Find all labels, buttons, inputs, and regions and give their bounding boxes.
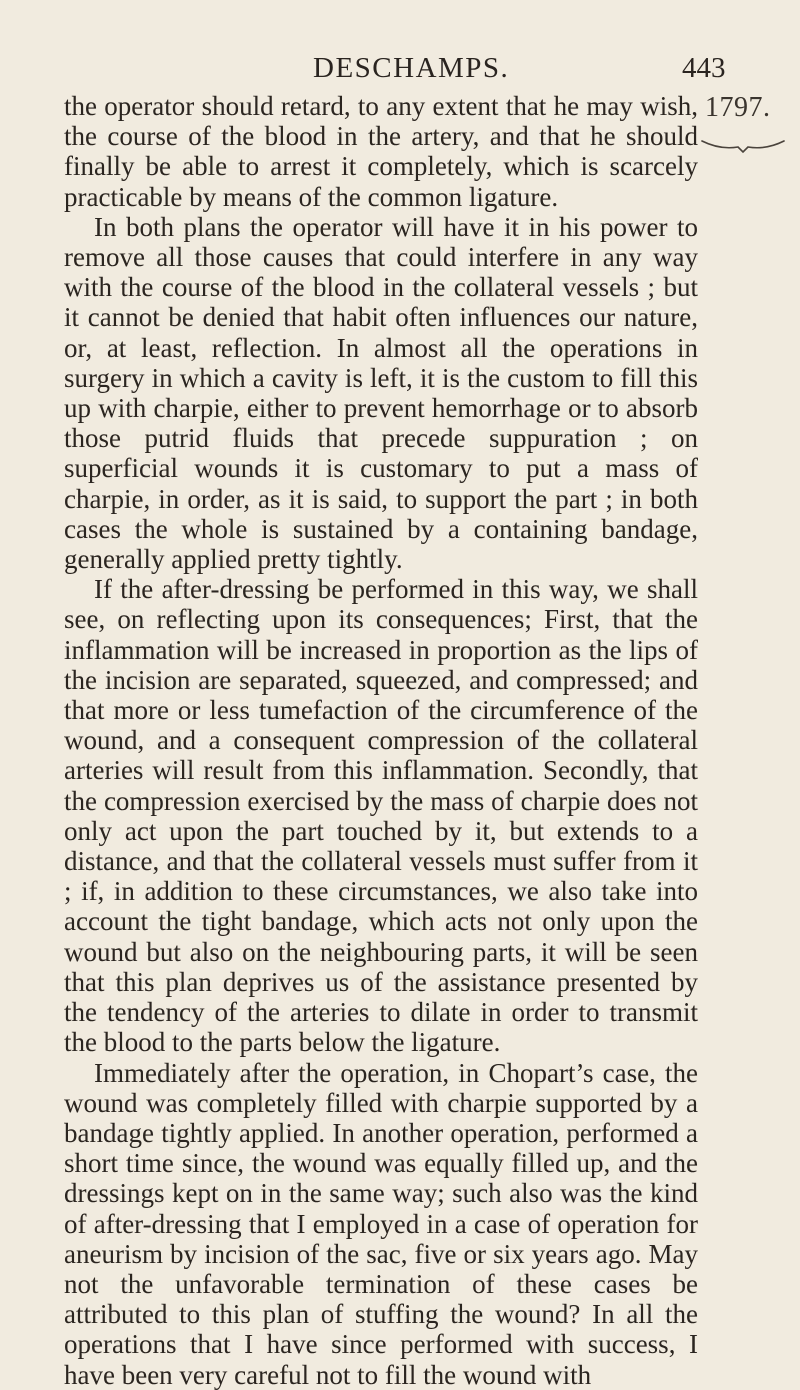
running-head (0, 52, 800, 92)
running-title: DESCHAMPS. (313, 52, 510, 84)
paragraph-3: If the after-dressing be performed in this way, we shall see, on reflecting upon its consequences; First, that the inflammation will be increased in proportion as the lips of the incision are separated, squeezed, and compressed; and that more or less tumefaction of the circumference of the wound, and a consequent compression of the collateral arteries will result from this inflammation. Secondly, that the compression exercised by the mass of charpie does not only act upon the part touched by it, but extends to a distance, and that the collateral vessels must suffer from it ; if, in addition to these circumstances, we also take into account the tight bandage, which acts not only upon the wound but also on the neighbouring parts, it will be seen that this plan deprives us of the assistance presented by the tendency of the arteries to dilate in order to transmit the blood to the parts below the ligature. (64, 574, 698, 1058)
margin-brace-icon (700, 138, 786, 154)
paragraph-4: Immediately after the operation, in Chopart’s case, the wound was completely filled with charpie supported by a bandage tightly applied. In another operation, performed a short time since, the wound was equally filled up, and the dressings kept on in the same way; such also was the kind of after-dressing that I employed in a case of operation for aneurism by incision of the sac, five or six years ago. May not the unfavorable termination of these cases be attributed to this plan of stuffing the wound? In all the operations that I have since performed with success, I have been very careful not to fill the wound with (64, 1057, 698, 1390)
margin-year-note: 1797. (705, 92, 771, 123)
paragraph-1: the operator should retard, to any extent that he may wish, the course of the blood in the artery, and that he should finally be able to arrest it completely, which is scarcely practicable by means of the common ligature. (64, 91, 698, 212)
body-text (64, 91, 698, 1390)
paragraph-2: In both plans the operator will have it in his power to remove all those causes that could interfere in any way with the course of the blood in the collateral vessels ; but it cannot be denied that habit often influences our nature, or, at least, reflection. In almost all the operations in surgery in which a cavity is left, it is the custom to fill this up with charpie, either to prevent hemorrhage or to absorb those putrid fluids that precede suppuration ; on superficial wounds it is customary to put a mass of charpie, in order, as it is said, to support the part ; in both cases the whole is sustained by a containing bandage, generally applied pretty tightly. (64, 211, 698, 575)
page-number: 443 (682, 52, 726, 84)
